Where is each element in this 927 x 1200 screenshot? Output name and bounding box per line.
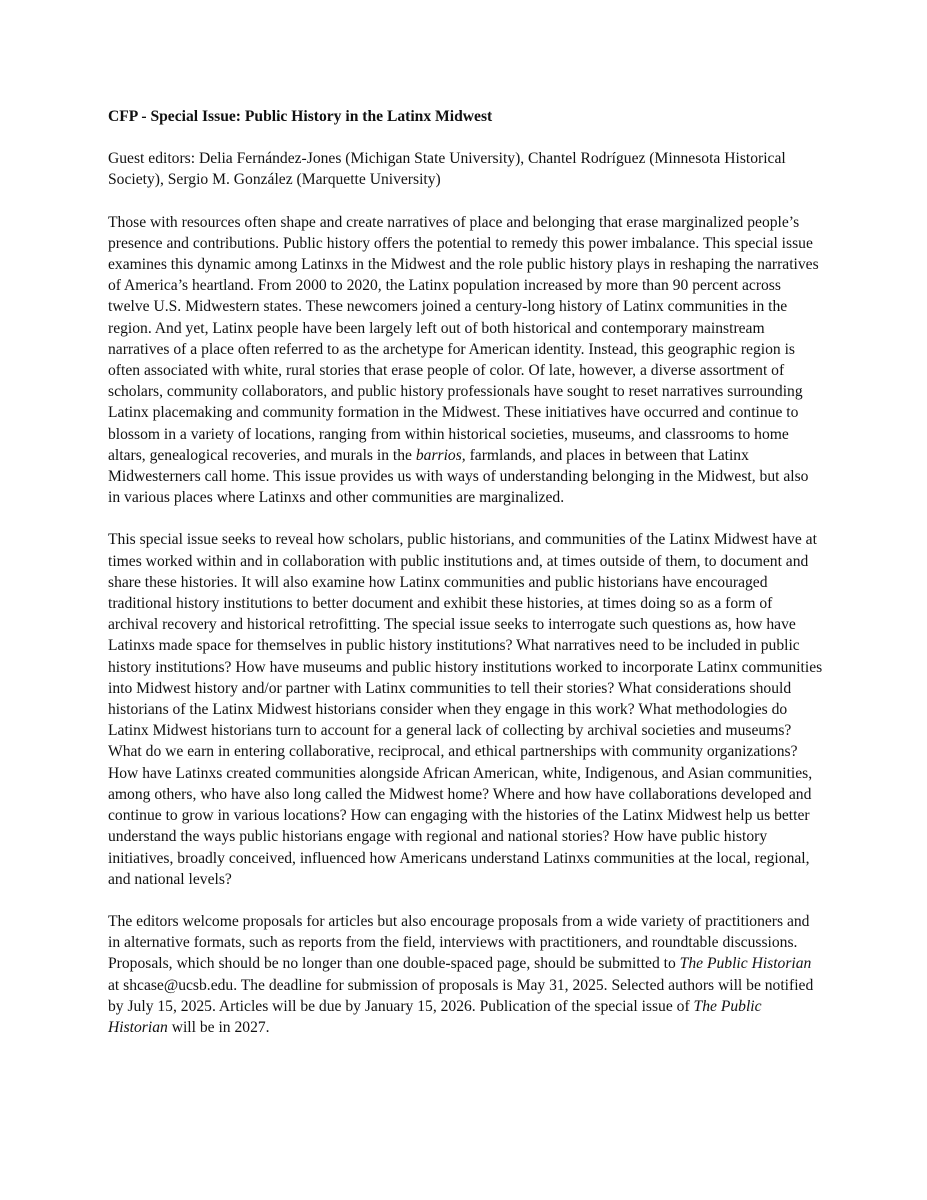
journal-title: The Public Historian bbox=[679, 955, 812, 973]
paragraph-intro-text-1: Those with resources often shape and create narratives of place and belonging that erase marginalized people’s presence and contributions. Public history offers the potential to remedy this power imbalance. This special issue examines this dynamic among Latinxs in the Midwest and the role public history plays in reshaping the narratives of America’s heartland. From 2000 to 2020, the Latinx population increased by more than 90 percent across twelve U.S. Midwestern states. These newcomers joined a century-long history of Latinx communities in the region. And yet, Latinx people have been largely left out of both historical and contemporary mainstream narratives of a place often referred to as the archetype for American identity. Instead, this geographic region is often associated with white, rural stories that erase people of color. Of late, however, a diverse assortment of scholars, community collaborators, and public history professionals have sought to reset narratives surrounding Latinx placemaking and community formation in the Midwest. These initiatives have occurred and continue to blossom in a variety of locations, ranging from within historical societies, museums, and classrooms to home altars, genealogical recoveries, and murals in the bbox=[108, 213, 819, 464]
paragraph-submission-text-1: The editors welcome proposals for articles but also encourage proposals from a wide variety of practitioners and in alternative formats, such as reports from the field, interviews with practitioners, and roundtable discussions. Proposals, which should be no longer than one double-spaced page, should be submitted to bbox=[108, 912, 810, 973]
guest-editors: Guest editors: Delia Fernández-Jones (Michigan State University), Chantel Rodríguez (Minnesota Historical Society), Sergio M. González (Marquette University) bbox=[108, 150, 786, 189]
paragraph-intro bbox=[108, 212, 824, 509]
paragraph-intro-italic: barrios, bbox=[415, 446, 466, 464]
paragraph-submission bbox=[108, 911, 824, 1038]
paragraph-submission-text-2: at shcase@ucsb.edu. The deadline for submission of proposals is May 31, 2025. Selected authors will be notified by July 15, 2025. Articles will be due by January 15, 2026. Publication of the special issue of bbox=[108, 976, 814, 1015]
document-page bbox=[108, 106, 824, 1059]
document-title: CFP - Special Issue: Public History in the Latinx Midwest bbox=[108, 108, 493, 125]
paragraph-submission-text-3: will be in 2027. bbox=[167, 1018, 270, 1036]
paragraph-questions: This special issue seeks to reveal how scholars, public historians, and communities of the Latinx Midwest have at times worked within and in collaboration with public institutions and, at times outside of them, to document and share these histories. It will also examine how Latinx communities and public historians have encouraged traditional history institutions to better document and exhibit these histories, at times doing so as a form of archival recovery and historical retrofitting. The special issue seeks to interrogate such questions as, how have Latinxs made space for themselves in public history institutions? What narratives need to be included in public history institutions? How have museums and public history institutions worked to incorporate Latinx communities into Midwest history and/or partner with Latinx communities to tell their stories? What considerations should historians of the Latinx Midwest historians consider when they engage in this work? What methodologies do Latinx Midwest historians turn to account for a general lack of collecting by archival societies and museums? What do we earn in entering collaborative, reciprocal, and ethical partnerships with community organizations? How have Latinxs created communities alongside African American, white, Indigenous, and Asian communities, among others, who have also long called the Midwest home? Where and how have collaborations developed and continue to grow in various locations? How can engaging with the histories of the Latinx Midwest help us better understand the ways public historians engage with regional and national stories? How have public history initiatives, broadly conceived, influenced how Americans understand Latinxs communities at the local, regional, and national levels? bbox=[108, 531, 823, 888]
paragraph-intro-text-2: farmlands, and places in between that Latinx Midwesterners call home. This issue provides us with ways of understanding belonging in the Midwest, but also in various places where Latinxs and other communities are marginalized. bbox=[108, 446, 809, 507]
journal-title-2: The Public Historian bbox=[108, 997, 762, 1036]
